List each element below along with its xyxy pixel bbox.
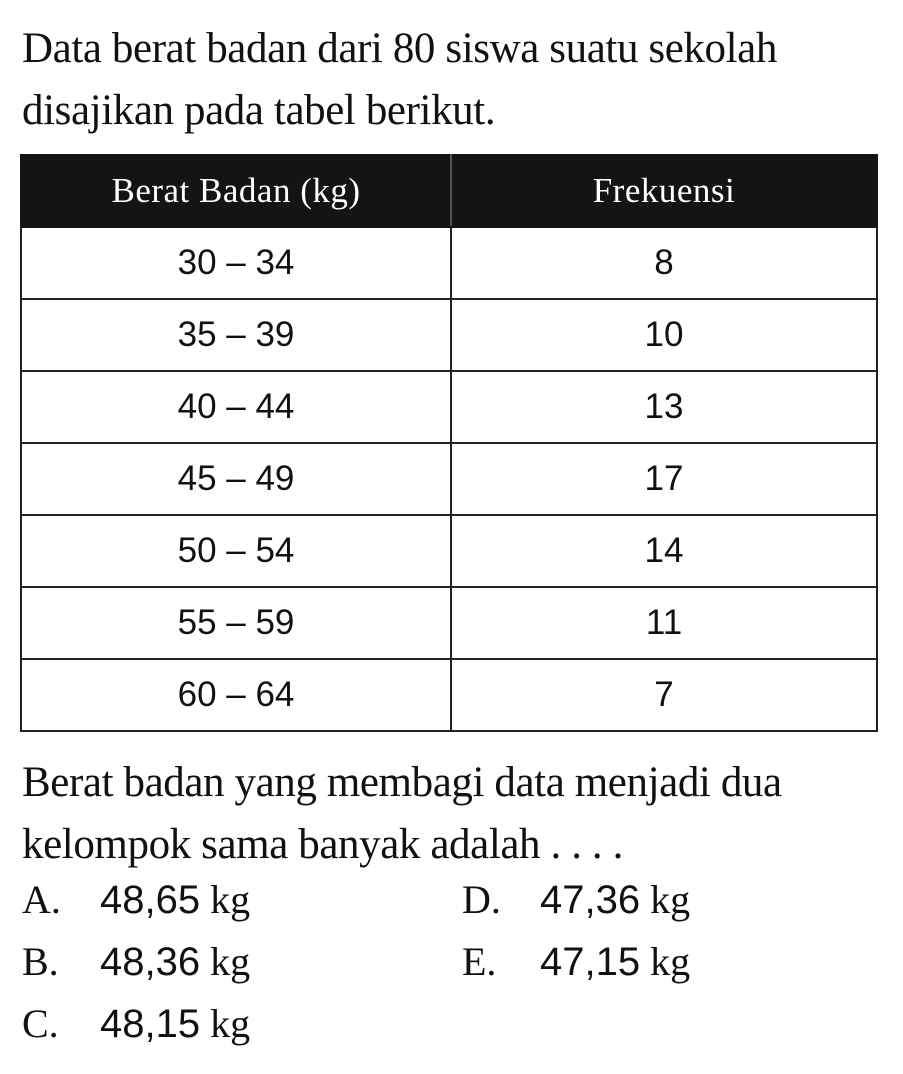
option-value: 48,15: [100, 1002, 201, 1046]
frequency-cell: 10: [451, 299, 877, 371]
question-text: Berat badan yang membagi data menjadi dua kelompok sama banyak adalah . . . .: [22, 759, 782, 868]
option-letter: D.: [462, 877, 501, 922]
option-b[interactable]: [22, 934, 250, 990]
option-unit: kg: [210, 877, 251, 922]
table-row: [21, 299, 877, 371]
intro-text: Data berat badan dari 80 siswa suatu sekolah disajikan pada tabel berikut.: [22, 25, 777, 134]
option-letter: B.: [22, 939, 59, 984]
option-unit: kg: [650, 877, 691, 922]
table-row: [21, 587, 877, 659]
table-row: [21, 443, 877, 515]
option-d[interactable]: [462, 872, 690, 928]
table-row: [21, 227, 877, 299]
option-a[interactable]: [22, 872, 250, 928]
option-unit: kg: [650, 939, 691, 984]
weight-cell: 35 – 39: [21, 299, 451, 371]
weight-cell: 45 – 49: [21, 443, 451, 515]
option-letter: E.: [462, 939, 497, 984]
weight-cell: 50 – 54: [21, 515, 451, 587]
weight-cell: 40 – 44: [21, 371, 451, 443]
weight-cell: 30 – 34: [21, 227, 451, 299]
table-row: [21, 659, 877, 731]
header-frequency: Frekuensi: [451, 155, 877, 227]
option-value: 48,36: [100, 940, 201, 984]
frequency-cell: 13: [451, 371, 877, 443]
header-weight: Berat Badan (kg): [21, 155, 451, 227]
table-row: [21, 371, 877, 443]
option-e[interactable]: [462, 934, 690, 990]
answer-options: [22, 872, 882, 1062]
table-header-row: [21, 155, 877, 227]
frequency-cell: 7: [451, 659, 877, 731]
option-value: 47,36: [540, 878, 641, 922]
weight-frequency-table: [20, 154, 878, 732]
weight-cell: 55 – 59: [21, 587, 451, 659]
frequency-cell: 11: [451, 587, 877, 659]
option-unit: kg: [210, 1001, 251, 1046]
option-c[interactable]: [22, 996, 250, 1052]
option-unit: kg: [210, 939, 251, 984]
option-value: 47,15: [540, 940, 641, 984]
option-letter: A.: [22, 877, 61, 922]
frequency-cell: 8: [451, 227, 877, 299]
option-letter: C.: [22, 1001, 59, 1046]
weight-cell: 60 – 64: [21, 659, 451, 731]
table-row: [21, 515, 877, 587]
frequency-cell: 14: [451, 515, 877, 587]
frequency-cell: 17: [451, 443, 877, 515]
option-value: 48,65: [100, 878, 201, 922]
